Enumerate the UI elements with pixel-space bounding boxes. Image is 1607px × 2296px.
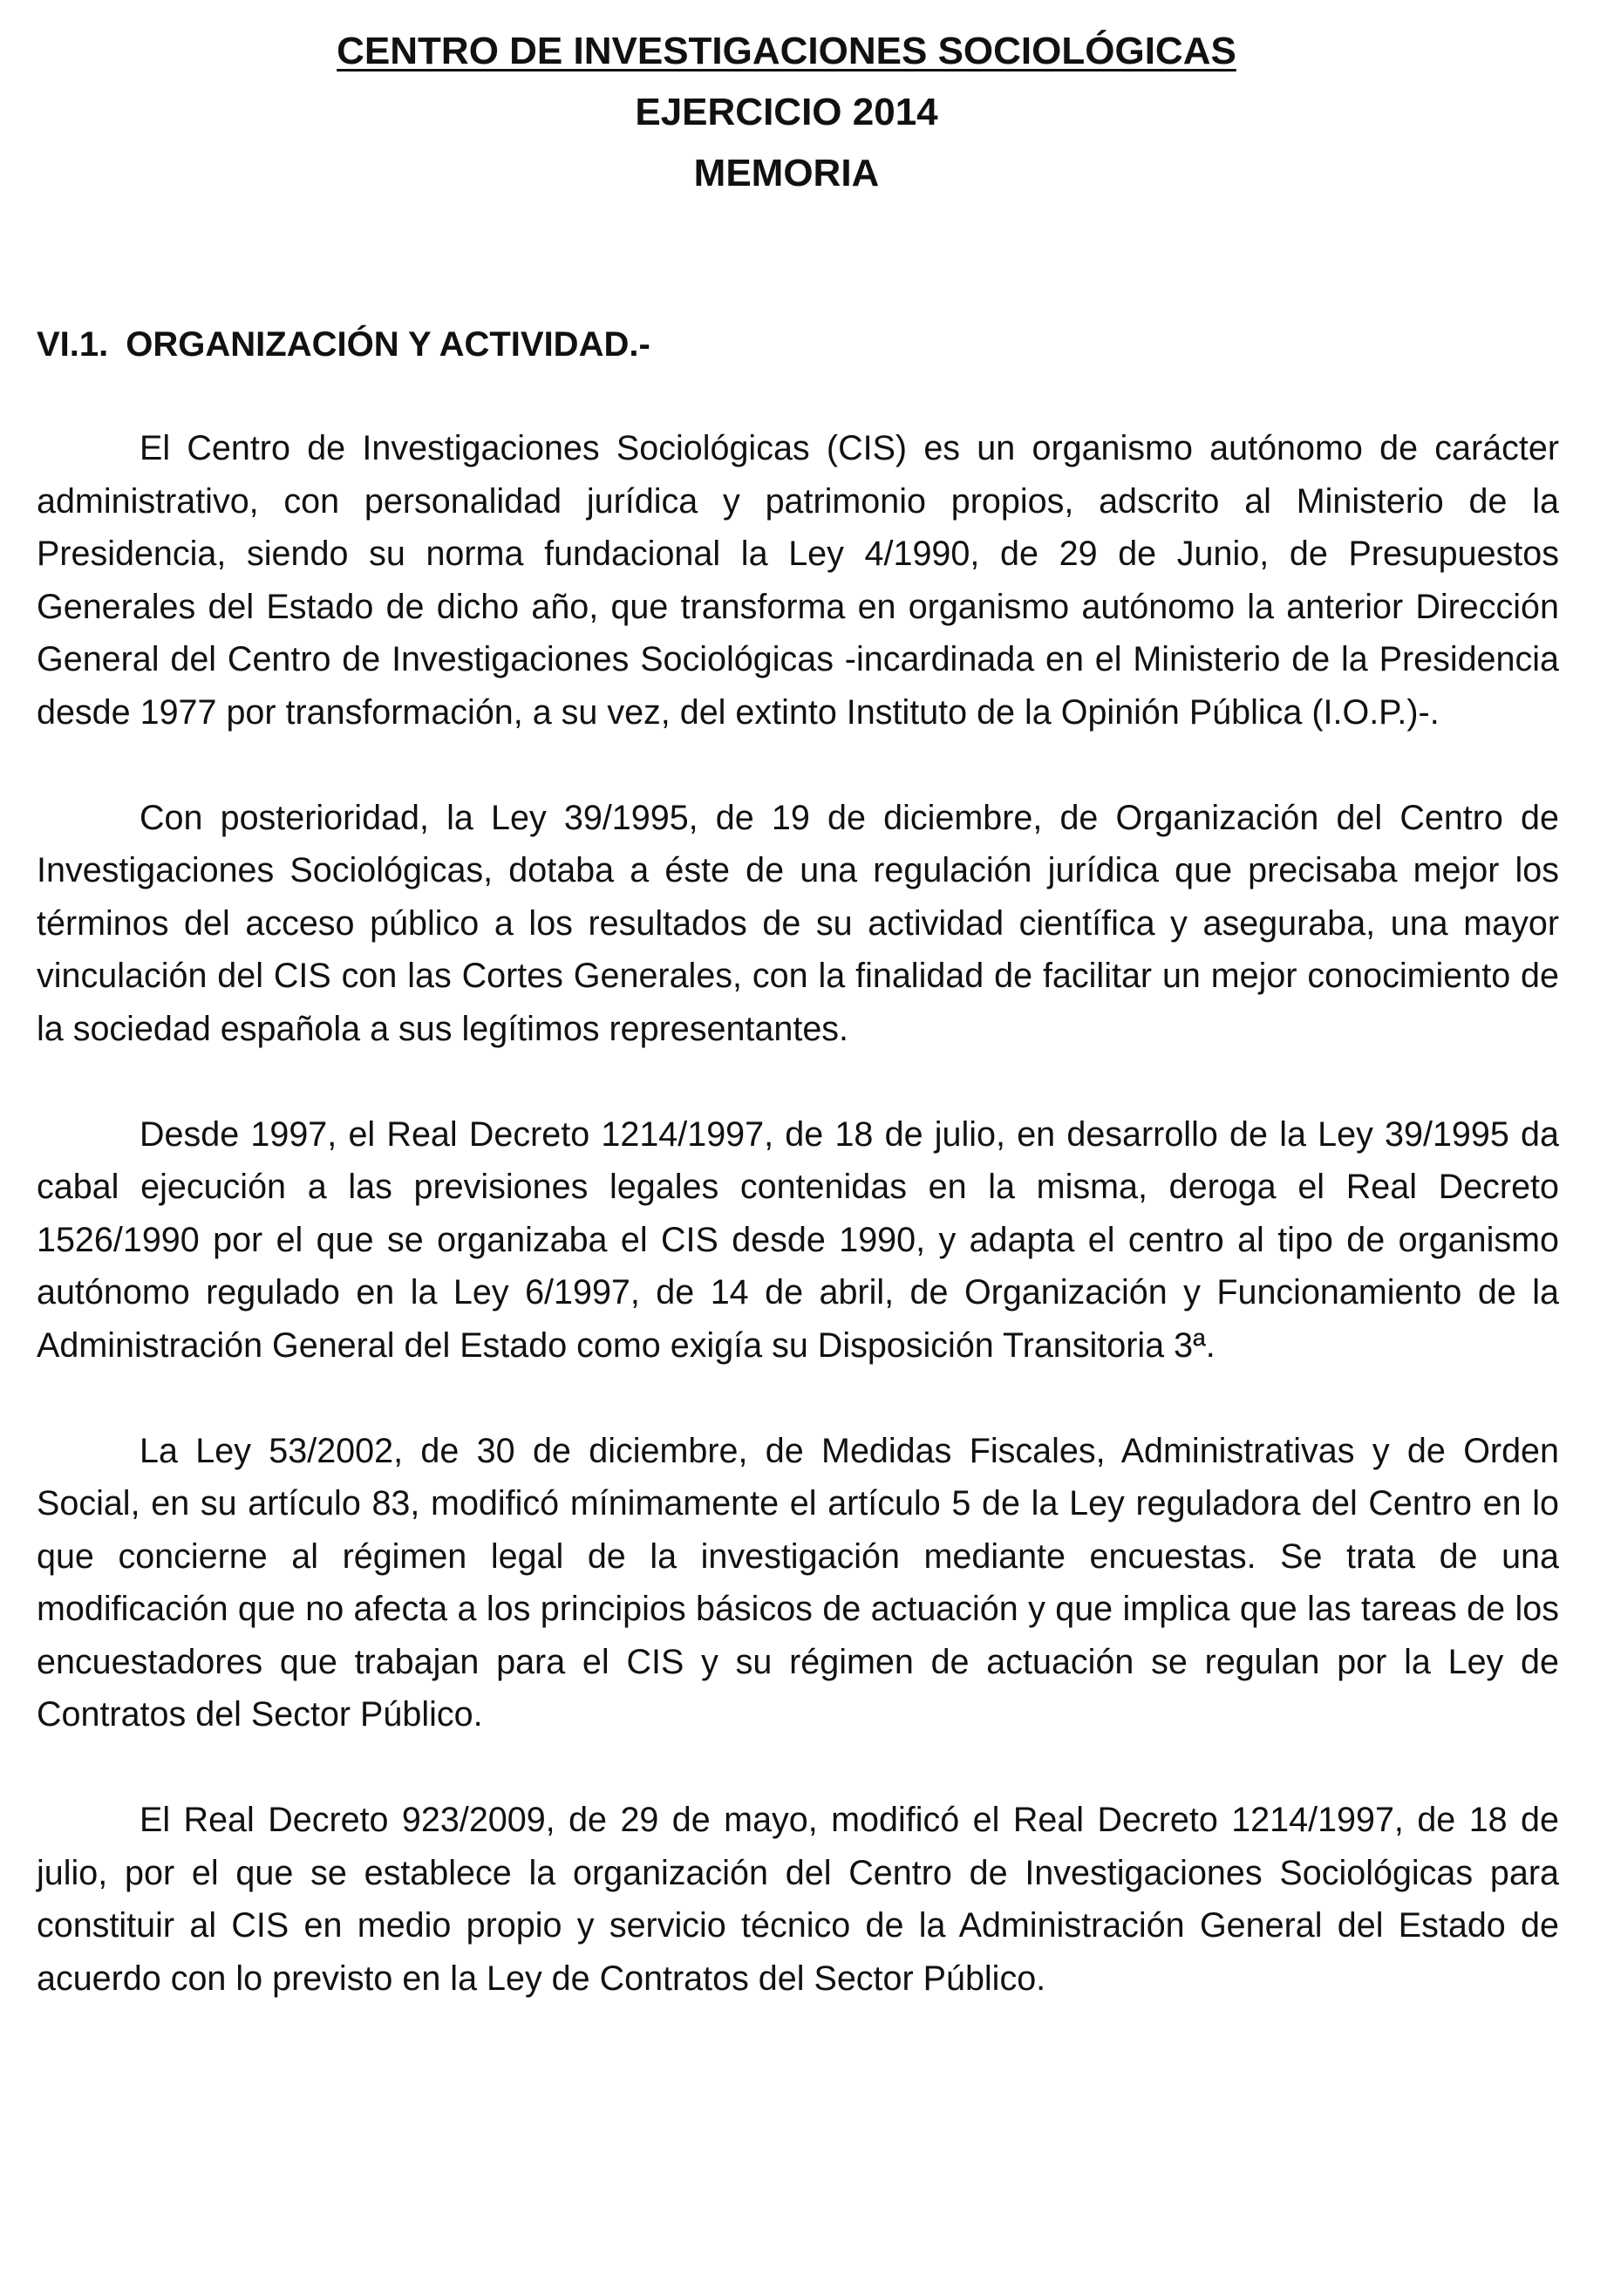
paragraph-3: Desde 1997, el Real Decreto 1214/1997, de 18 de julio, en desarrollo de la Ley 39/1995 da cabal ejecución a las previsiones legales contenidas en la misma, deroga el Real Decreto 1526/1990 por el que se organizaba el CIS desde 1990, y adapta el centro al tipo de organismo autónomo regulado en la Ley 6/1997, de 14 de abril, de Organización y Funcionamiento de la Administración General del Estado como exigía su Disposición Transitoria 3ª.	[37, 1114, 1559, 1365]
paragraph-1: El Centro de Investigaciones Sociológicas (CIS) es un organismo autónomo de carácter administrativo, con personalidad jurídica y patrimonio propios, adscrito al Ministerio de la Presidencia, siendo su norma fundacional la Ley 4/1990, de 29 de Junio, de Presupuestos Generales del Estado de dicho año, que transforma en organismo autónomo la anterior Dirección General del Centro de Investigaciones Sociológicas -incardinada en el Ministerio de la Presidencia desde 1977 por transformación, a su vez, del extinto Instituto de la Opinión Pública (I.O.P.)-.	[37, 429, 1559, 732]
document-page	[37, 0, 1559, 1998]
document-header	[37, 21, 1536, 204]
paragraph-4: La Ley 53/2002, de 30 de diciembre, de Medidas Fiscales, Administrativas y de Orden Social, en su artículo 83, modificó mínimamente el artículo 5 de la Ley reguladora del Centro en lo que concierne al régimen legal de la investigación mediante encuestas. Se trata de una modificación que no afecta a los principios básicos de actuación y que implica que las tareas de los encuestadores que trabajan para el CIS y su régimen de actuación se regulan por la Ley de Contratos del Sector Público.	[37, 1431, 1559, 1734]
header-report-type: MEMORIA	[693, 152, 880, 194]
paragraph-2: Con posterioridad, la Ley 39/1995, de 19 de diciembre, de Organización del Centro de Investigaciones Sociológicas, dotaba a éste de una regulación jurídica que precisaba mejor los términos del acceso público a los resultados de su actividad científica y aseguraba, una mayor vinculación del CIS con las Cortes Generales, con la finalidad de facilitar un mejor conocimiento de la sociedad española a sus legítimos representantes.	[37, 798, 1559, 1048]
section-heading	[37, 318, 650, 371]
paragraph-5: El Real Decreto 923/2009, de 29 de mayo, modificó el Real Decreto 1214/1997, de 18 de julio, por el que se establece la organización del Centro de Investigaciones Sociológicas para constituir al CIS en medio propio y servicio técnico de la Administración General del Estado de acuerdo con lo previsto en la Ley de Contratos del Sector Público.	[37, 1801, 1559, 1998]
header-organization: CENTRO DE INVESTIGACIONES SOCIOLÓGICAS	[337, 30, 1236, 72]
section-title: ORGANIZACIÓN Y ACTIVIDAD.-	[126, 325, 650, 364]
header-fiscal-year: EJERCICIO 2014	[635, 91, 938, 133]
section-body	[37, 422, 1559, 2058]
section-number: VI.1.	[37, 325, 109, 364]
